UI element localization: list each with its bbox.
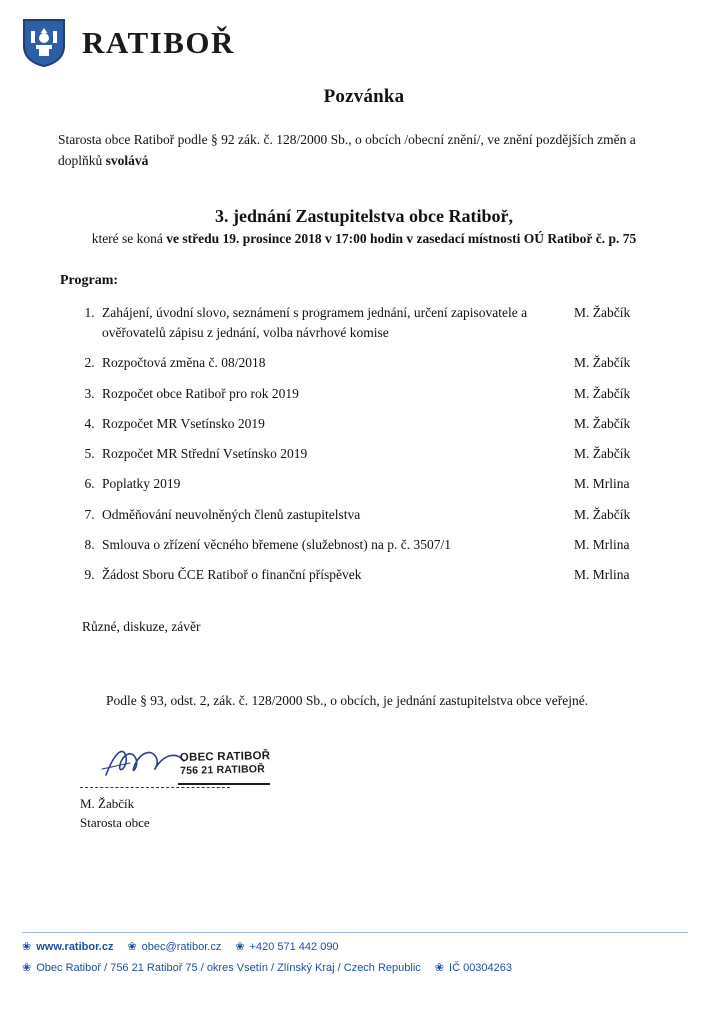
footer-email-label: obec@ratibor.cz (141, 941, 222, 953)
list-item (98, 353, 670, 373)
program-item-presenter: M. Mrlina (574, 567, 630, 583)
tulip-icon: ❀ (127, 941, 137, 953)
footer-phone-label: +420 571 442 090 (249, 941, 339, 953)
list-item (98, 384, 670, 404)
footer-email[interactable] (127, 939, 221, 956)
footer-contact-row (22, 939, 702, 956)
intro-text: Starosta obce Ratiboř podle § 92 zák. č. 128/2000 Sb., o obcích /obecní znění/, ve znění pozdějších změn a doplňků (58, 132, 636, 168)
document-body (58, 86, 670, 829)
intro-paragraph (58, 130, 670, 172)
footer-web[interactable] (22, 939, 113, 956)
signature-block (80, 795, 150, 833)
signatory-name: M. Žabčík (80, 796, 135, 812)
program-item-text: 2. Rozpočtová změna č. 08/2018 (102, 355, 266, 371)
document-header (22, 18, 235, 68)
meeting-when-prefix: které se koná (91, 230, 167, 246)
tulip-icon: ❀ (22, 941, 32, 953)
list-item (98, 565, 670, 585)
footer-divider (22, 932, 688, 933)
page-title: Pozvánka (323, 86, 405, 107)
tulip-icon: ❀ (235, 941, 245, 953)
footer-address-row (22, 960, 702, 977)
footer-address-label: Obec Ratiboř / 756 21 Ratiboř 75 / okres Vsetín / Zlínský Kraj / Czech Republic (36, 961, 421, 974)
stamp-line-2: 756 21 RATIBOŘ (180, 763, 266, 778)
program-list (76, 303, 670, 586)
municipal-crest-icon (22, 18, 66, 68)
meeting-when-details: ve středu 19. prosince 2018 v 17:00 hodin v zasedací místnosti OÚ Ratiboř č. p. 75 (166, 230, 637, 246)
official-stamp (180, 750, 271, 778)
program-label: Program: (60, 272, 119, 288)
footer-phone (235, 939, 338, 956)
program-item-text: 5. Rozpočet MR Střední Vsetínsko 2019 (102, 446, 308, 462)
program-item-presenter: M. Žabčík (574, 355, 631, 371)
intro-emphasis: svolává (105, 152, 149, 168)
program-item-text: 3. Rozpočet obce Ratiboř pro rok 2019 (102, 385, 299, 401)
wordmark: RATIBOŘ (82, 25, 235, 60)
signatory-role: Starosta obce (80, 815, 150, 831)
tulip-icon: ❀ (22, 961, 32, 974)
page-footer (22, 932, 702, 980)
stamp-line-1: OBEC RATIBOŘ (179, 750, 271, 765)
list-item (98, 535, 670, 555)
program-item-presenter: M. Žabčík (574, 385, 631, 401)
program-item-presenter: M. Žabčík (574, 415, 631, 431)
footer-ico (435, 960, 512, 977)
program-item-presenter: M. Žabčík (574, 506, 631, 522)
list-item (98, 444, 670, 464)
signature-area (58, 749, 670, 829)
program-item-text: 1. Zahájení, úvodní slovo, seznámení s programem jednání, určení zapisovatele a ověřovatelů zápisu z jednání, volba návrhové komise (102, 304, 528, 341)
program-item-presenter: M. Mrlina (574, 476, 630, 492)
list-item (98, 303, 670, 344)
program-item-text: 9. Žádost Sboru ČCE Ratiboř o finanční příspěvek (102, 567, 362, 583)
list-item (98, 474, 670, 494)
footer-ico-label: IČ 00304263 (449, 961, 513, 974)
misc-line: Různé, diskuze, závěr (82, 619, 201, 635)
meeting-when (58, 231, 670, 247)
list-item (98, 505, 670, 525)
program-item-presenter: M. Žabčík (574, 446, 631, 462)
footer-address (22, 960, 421, 977)
program-item-presenter: M. Žabčík (574, 304, 631, 320)
legal-note: Podle § 93, odst. 2, zák. č. 128/2000 Sb., o obcích, je jednání zastupitelstva obce veřejné. (106, 693, 589, 709)
stamp-underline (178, 783, 270, 785)
program-item-text: 6. Poplatky 2019 (102, 476, 181, 492)
tulip-icon: ❀ (434, 961, 445, 974)
list-item (98, 414, 670, 434)
program-item-text: 7. Odměňování neuvolněných členů zastupitelstva (102, 506, 361, 522)
program-item-presenter: M. Mrlina (574, 536, 630, 552)
signature-line (80, 787, 230, 788)
meeting-title: 3. jednání Zastupitelstva obce Ratiboř, (214, 205, 513, 226)
program-item-text: 4. Rozpočet MR Vsetínsko 2019 (102, 415, 265, 431)
footer-web-label: www.ratibor.cz (36, 941, 114, 953)
program-item-text: 8. Smlouva o zřízení věcného břemene (služebnost) na p. č. 3507/1 (102, 536, 452, 552)
